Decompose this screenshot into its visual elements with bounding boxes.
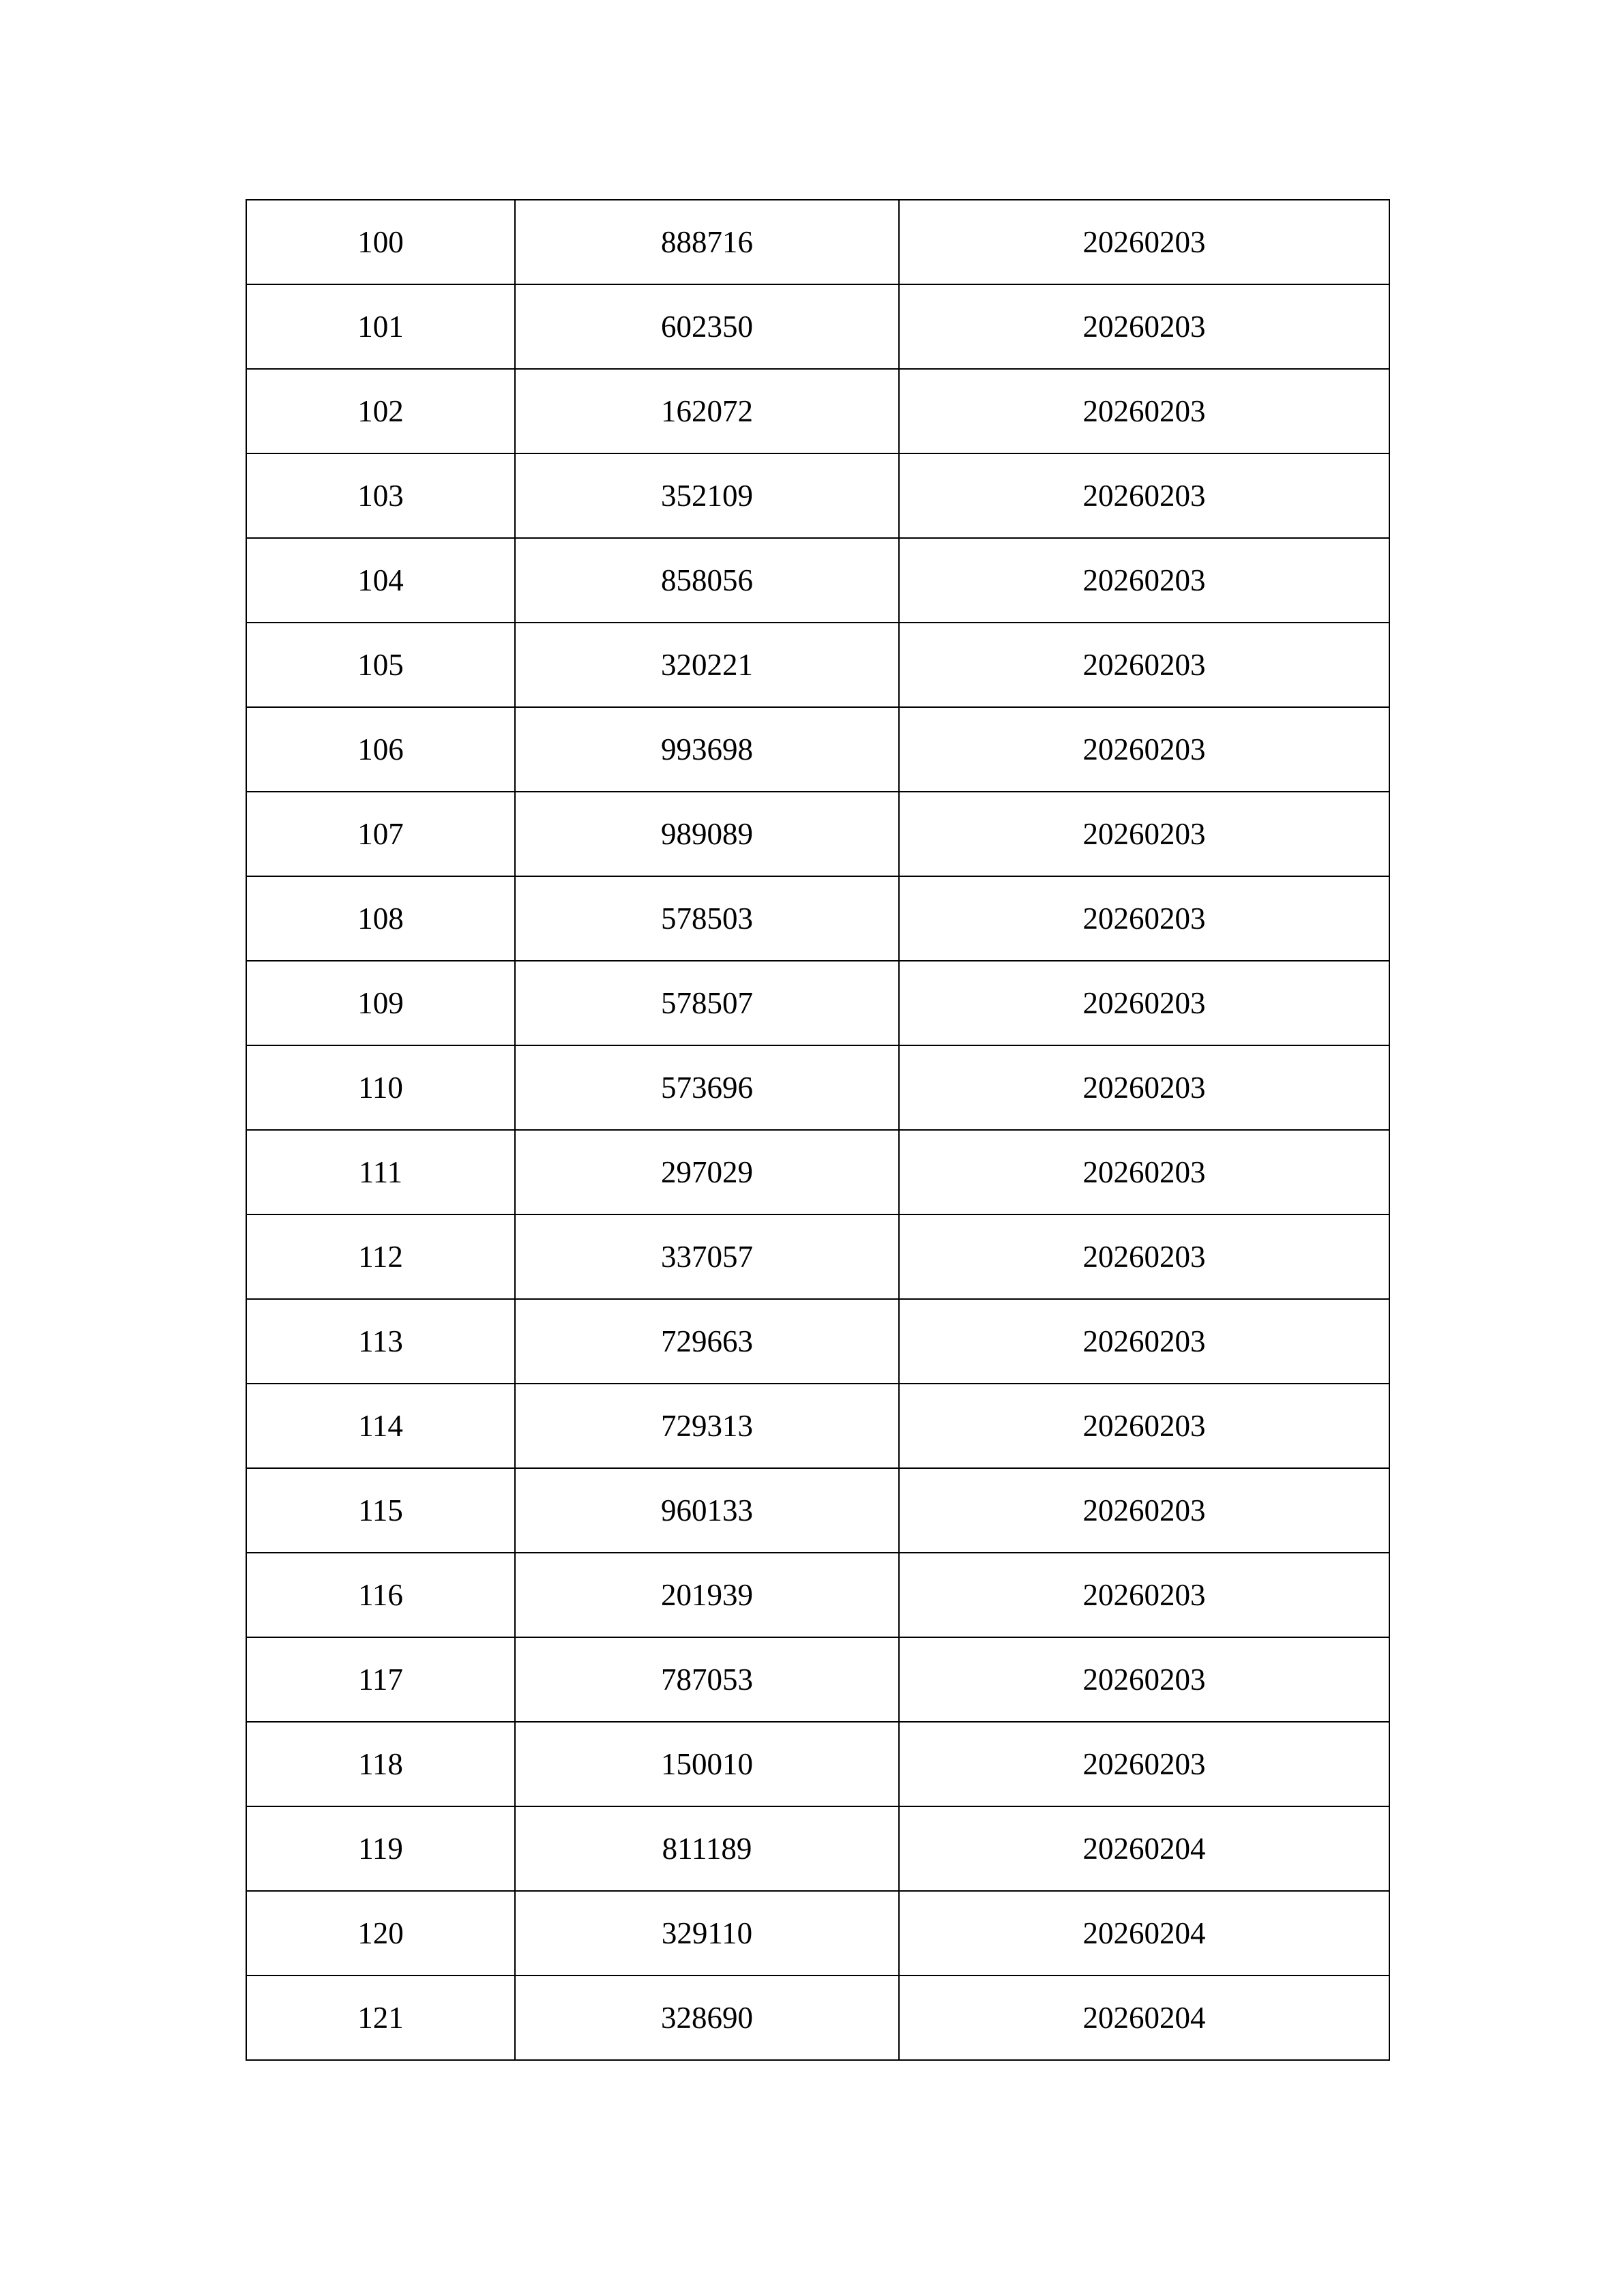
date-cell: 20260203 xyxy=(899,1299,1389,1384)
date-cell: 20260203 xyxy=(899,1637,1389,1722)
date-cell: 20260203 xyxy=(899,1468,1389,1553)
code-cell: 888716 xyxy=(515,200,899,284)
code-cell: 328690 xyxy=(515,1976,899,2060)
date-cell: 20260204 xyxy=(899,1806,1389,1891)
date-cell: 20260203 xyxy=(899,1722,1389,1806)
code-cell: 989089 xyxy=(515,792,899,876)
table-row xyxy=(246,1637,1389,1722)
code-cell: 578507 xyxy=(515,961,899,1045)
table-row xyxy=(246,1891,1389,1976)
row-number-cell: 108 xyxy=(246,876,515,961)
table-row xyxy=(246,1976,1389,2060)
table-row xyxy=(246,1806,1389,1891)
row-number-cell: 112 xyxy=(246,1214,515,1299)
records-table xyxy=(246,199,1390,2061)
date-cell: 20260203 xyxy=(899,284,1389,369)
row-number-cell: 115 xyxy=(246,1468,515,1553)
code-cell: 329110 xyxy=(515,1891,899,1976)
date-cell: 20260203 xyxy=(899,369,1389,453)
row-number-cell: 121 xyxy=(246,1976,515,2060)
date-cell: 20260203 xyxy=(899,1214,1389,1299)
code-cell: 578503 xyxy=(515,876,899,961)
code-cell: 729313 xyxy=(515,1384,899,1468)
date-cell: 20260203 xyxy=(899,538,1389,623)
table-row xyxy=(246,1384,1389,1468)
date-cell: 20260203 xyxy=(899,623,1389,707)
row-number-cell: 100 xyxy=(246,200,515,284)
code-cell: 201939 xyxy=(515,1553,899,1637)
date-cell: 20260203 xyxy=(899,1045,1389,1130)
row-number-cell: 102 xyxy=(246,369,515,453)
row-number-cell: 109 xyxy=(246,961,515,1045)
table-row xyxy=(246,1045,1389,1130)
date-cell: 20260203 xyxy=(899,1384,1389,1468)
table-row xyxy=(246,623,1389,707)
row-number-cell: 114 xyxy=(246,1384,515,1468)
row-number-cell: 120 xyxy=(246,1891,515,1976)
code-cell: 337057 xyxy=(515,1214,899,1299)
table-row xyxy=(246,707,1389,792)
table-row xyxy=(246,284,1389,369)
table-row xyxy=(246,876,1389,961)
table-row xyxy=(246,1130,1389,1214)
table-row xyxy=(246,538,1389,623)
row-number-cell: 111 xyxy=(246,1130,515,1214)
row-number-cell: 103 xyxy=(246,453,515,538)
code-cell: 162072 xyxy=(515,369,899,453)
date-cell: 20260203 xyxy=(899,1553,1389,1637)
code-cell: 787053 xyxy=(515,1637,899,1722)
row-number-cell: 119 xyxy=(246,1806,515,1891)
code-cell: 729663 xyxy=(515,1299,899,1384)
code-cell: 352109 xyxy=(515,453,899,538)
row-number-cell: 107 xyxy=(246,792,515,876)
date-cell: 20260203 xyxy=(899,876,1389,961)
code-cell: 573696 xyxy=(515,1045,899,1130)
table-row xyxy=(246,1299,1389,1384)
table-row xyxy=(246,961,1389,1045)
row-number-cell: 116 xyxy=(246,1553,515,1637)
table-row xyxy=(246,200,1389,284)
table-row xyxy=(246,1214,1389,1299)
row-number-cell: 118 xyxy=(246,1722,515,1806)
code-cell: 858056 xyxy=(515,538,899,623)
date-cell: 20260204 xyxy=(899,1891,1389,1976)
code-cell: 297029 xyxy=(515,1130,899,1214)
date-cell: 20260203 xyxy=(899,200,1389,284)
table-row xyxy=(246,453,1389,538)
row-number-cell: 104 xyxy=(246,538,515,623)
code-cell: 811189 xyxy=(515,1806,899,1891)
code-cell: 602350 xyxy=(515,284,899,369)
date-cell: 20260203 xyxy=(899,792,1389,876)
row-number-cell: 101 xyxy=(246,284,515,369)
row-number-cell: 110 xyxy=(246,1045,515,1130)
row-number-cell: 105 xyxy=(246,623,515,707)
row-number-cell: 113 xyxy=(246,1299,515,1384)
code-cell: 960133 xyxy=(515,1468,899,1553)
date-cell: 20260203 xyxy=(899,1130,1389,1214)
code-cell: 993698 xyxy=(515,707,899,792)
date-cell: 20260204 xyxy=(899,1976,1389,2060)
date-cell: 20260203 xyxy=(899,453,1389,538)
date-cell: 20260203 xyxy=(899,707,1389,792)
table-row xyxy=(246,792,1389,876)
date-cell: 20260203 xyxy=(899,961,1389,1045)
table-row xyxy=(246,1468,1389,1553)
row-number-cell: 106 xyxy=(246,707,515,792)
table-row xyxy=(246,1722,1389,1806)
code-cell: 150010 xyxy=(515,1722,899,1806)
table-row xyxy=(246,1553,1389,1637)
table-row xyxy=(246,369,1389,453)
row-number-cell: 117 xyxy=(246,1637,515,1722)
code-cell: 320221 xyxy=(515,623,899,707)
records-table-body xyxy=(246,200,1389,2060)
